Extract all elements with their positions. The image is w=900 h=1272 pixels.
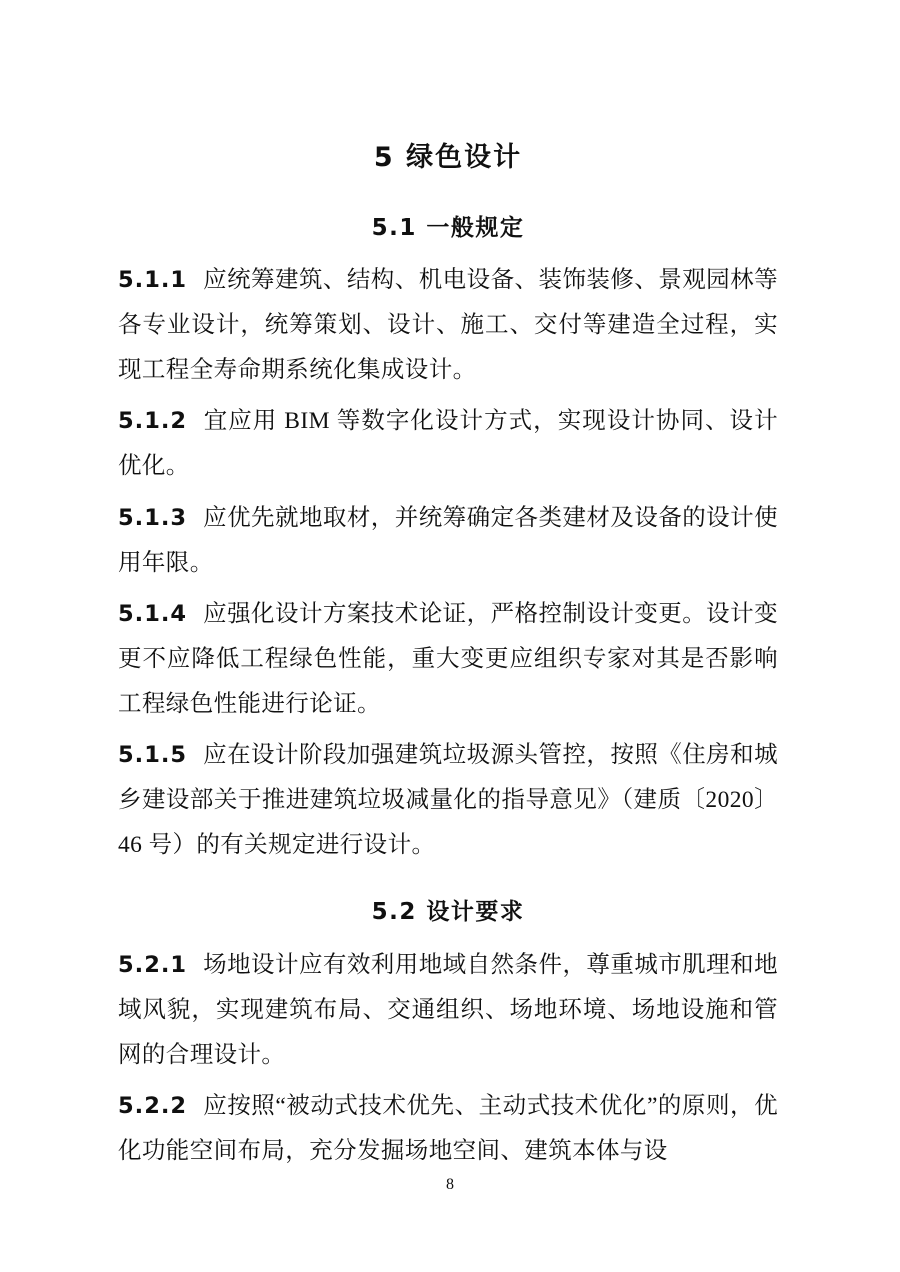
- clause-5-1-1: [118, 255, 778, 396]
- clause-number: 5.2.1: [118, 951, 188, 978]
- clause-5-1-5: [118, 730, 778, 871]
- clause-number: 5.2.2: [118, 1093, 188, 1120]
- page-content: [118, 120, 778, 1177]
- clause-5-2-2: [118, 1081, 778, 1177]
- clause-text: 应优先就地取材，并统筹确定各类建材及设备的设计使用年限。: [118, 504, 778, 576]
- clause-number: 5.1.2: [118, 408, 188, 435]
- clause-text: 应按照“被动式技术优先、主动式技术优化”的原则，优化功能空间布局，充分发掘场地空间、建筑本体与设: [118, 1093, 778, 1165]
- clause-5-1-2: [118, 396, 778, 492]
- clause-number: 5.1.3: [118, 504, 188, 531]
- page-number: 8: [446, 1176, 454, 1193]
- clause-number: 5.1.4: [118, 600, 188, 627]
- clause-text: 宜应用 BIM 等数字化设计方式，实现设计协同、设计优化。: [118, 408, 778, 480]
- section-heading-5-1: 5.1 一般规定: [371, 214, 525, 241]
- clause-number: 5.1.5: [118, 742, 188, 769]
- clause-text: 应强化设计方案技术论证，严格控制设计变更。设计变更不应降低工程绿色性能，重大变更应组织专家对其是否影响工程绿色性能进行论证。: [118, 600, 778, 717]
- clause-text: 应统筹建筑、结构、机电设备、装饰装修、景观园林等各专业设计，统筹策划、设计、施工、交付等建造全过程，实现工程全寿命期系统化集成设计。: [118, 267, 778, 384]
- section-heading-5-2: 5.2 设计要求: [371, 899, 525, 926]
- clause-number: 5.1.1: [118, 267, 188, 293]
- chapter-heading: 5 绿色设计: [373, 142, 523, 173]
- clause-5-1-3: [118, 493, 778, 589]
- clause-5-1-4: [118, 589, 778, 730]
- clause-5-2-1: [118, 940, 778, 1081]
- clause-text: 应在设计阶段加强建筑垃圾源头管控，按照《住房和城乡建设部关于推进建筑垃圾减量化的指导意见》（建质〔2020〕46 号）的有关规定进行设计。: [118, 742, 778, 859]
- clause-text: 场地设计应有效利用地域自然条件，尊重城市肌理和地域风貌，实现建筑布局、交通组织、场地环境、场地设施和管网的合理设计。: [118, 951, 778, 1069]
